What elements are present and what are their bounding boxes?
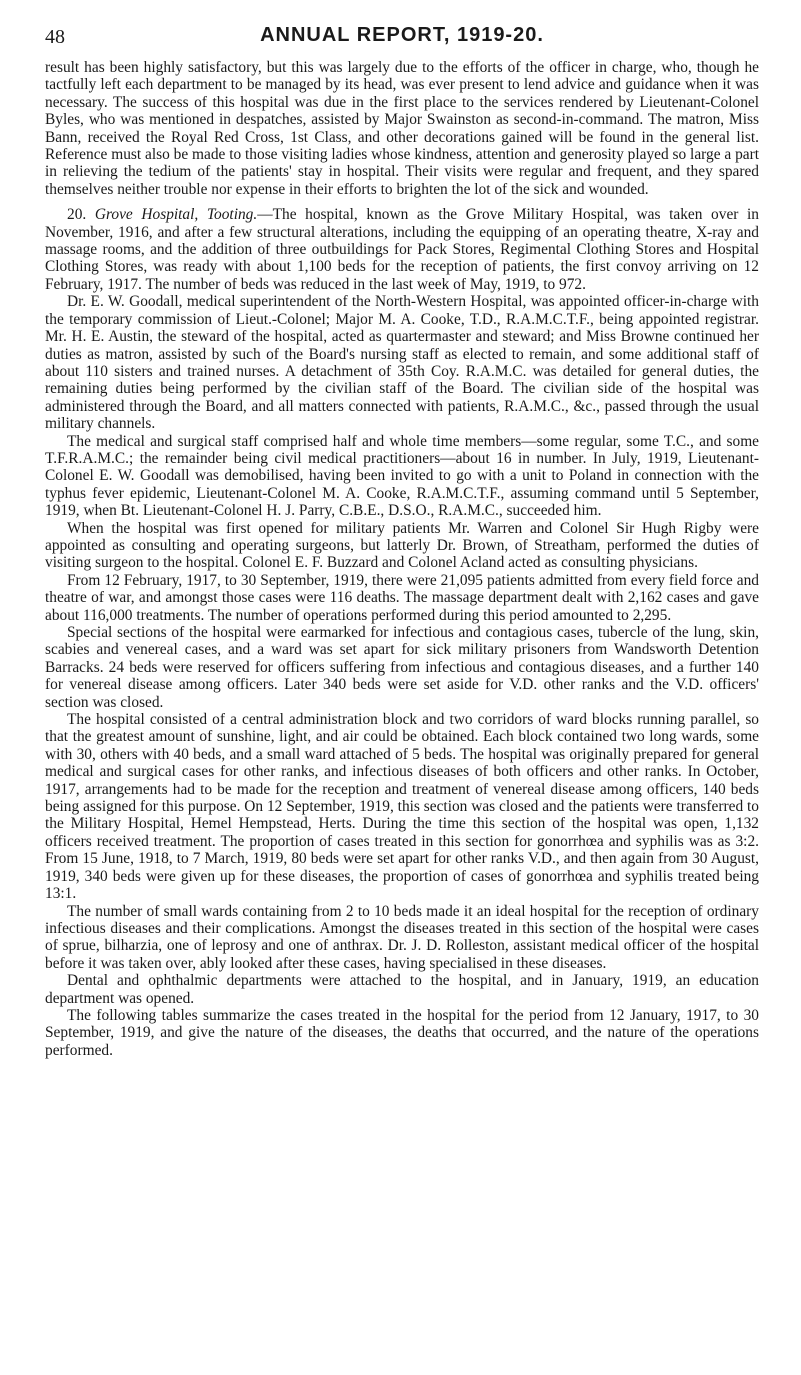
report-title: ANNUAL REPORT, 1919-20. (260, 24, 544, 46)
paragraph-admissions: From 12 February, 1917, to 30 September, 1919, there were 21,095 patients admitted from every field force and theatre of war, and amongst those cases were 116 deaths. The massage department dealt with 2,162 cases and gave about 116,000 treatments. The number of operations performed during this period amounted to 2,295. (45, 571, 759, 624)
paragraph-medical-staff: The medical and surgical staff comprised half and whole time members—some regular, some T.C., and some T.F.R.A.M.C.; the remainder being civil medical practitioners—about 16 in number. In July, 1919, Lieutenant-Colonel E. W. Goodall was demobilised, having been invited to go with a unit to Poland in connection with the typhus fever epidemic, Lieutenant-Colonel M. A. Cooke, R.A.M.C.T.F., assuming command until 5 September, 1919, when Bt. Lieutenant-Colonel H. J. Parry, C.B.E., D.S.O., R.A.M.C., succeeded him. (45, 432, 759, 520)
paragraph-infectious-diseases: The number of small wards containing from 2 to 10 beds made it an ideal hospital for the reception of ordinary infectious diseases and their complications. Amongst the diseases treated in this section of the hospital were cases of sprue, bilharzia, one of leprosy and one of anthrax. Dr. J. D. Rolleston, assistant medical officer of the hospital before it was taken over, ably looked after these cases, having specialised in these diseases. (45, 902, 759, 972)
body-text (45, 59, 759, 1059)
paragraph-tables-summary: The following tables summarize the cases treated in the hospital for the period from 12 January, 1917, to 30 September, 1919, and give the nature of the diseases, the deaths that occurred, and the nature of the operations performed. (45, 1006, 759, 1059)
paragraph-hospital-layout: The hospital consisted of a central administration block and two corridors of ward blocks running parallel, so that the greatest amount of sunshine, light, and air could be obtained. Each block contained two long wards, some with 30, others with 40 beds, and a small ward attached of 5 beds. The hospital was originally prepared for general medical and surgical cases for other ranks, and infectious diseases of both officers and other ranks. In October, 1917, arrangements had to be made for the reception and treatment of venereal disease among officers, 140 beds being assigned for this purpose. On 12 September, 1919, this section was closed and the patients were transferred to the Military Hospital, Hemel Hempstead, Herts. During the time this section of the hospital was open, 1,132 officers received treatment. The proportion of cases treated in this section for gonorrhœa and syphilis was as 3:2. From 15 June, 1918, to 7 March, 1919, 80 beds were set apart for other ranks V.D., and then again from 30 August, 1919, 340 beds were given up for these diseases, the proportion of cases of gonorrhœa and syphilis treated being 13:1. (45, 711, 759, 903)
document-page (45, 22, 759, 1059)
section-intro-text: —The hospital, known as the Grove Military Hospital, was taken over in November, 1916, and after a few structural alterations, including the equipping of an operating theatre, X-ray and massage rooms, and the addition of three outbuildings for Pack Stores, Regimental Clothing Stores and Hospital Clothing Stores, was ready with about 1,100 beds for the reception of patients, the first convoy arriving on 12 February, 1917. The number of beds was reduced in the last week of May, 1919, to 972. (45, 206, 759, 293)
section-20-paragraph (45, 206, 759, 293)
page-number: 48 (45, 26, 65, 48)
paragraph-consulting-surgeons: When the hospital was first opened for military patients Mr. Warren and Colonel Sir Hugh Rigby were appointed as consulting and operating surgeons, but latterly Dr. Brown, of Streatham, performed the duties of visiting surgeon to the hospital. Colonel E. F. Buzzard and Colonel Acland acted as consulting physicians. (45, 519, 759, 572)
paragraph-staff-appointments: Dr. E. W. Goodall, medical superintendent of the North-Western Hospital, was appointed officer-in-charge with the temporary commission of Lieut.-Colonel; Major M. A. Cooke, T.D., R.A.M.C.T.F., being appointed registrar. Mr. H. E. Austin, the steward of the hospital, acted as quartermaster and steward; and Miss Browne continued her duties as matron, assisted by such of the Board's nursing staff as elected to remain, and some additional staff of about 110 sisters and trained nurses. A detachment of 35th Coy. R.A.M.C. was detailed for general duties, the remaining duties being performed by the civilian staff of the Board. The civilian side of the hospital was administered through the Board, and all matters connected with patients, R.A.M.C., &c., passed through the usual military channels. (45, 293, 759, 433)
paragraph-continued: result has been highly satisfactory, but this was largely due to the efforts of the officer in charge, who, though he tactfully left each department to be managed by its head, was ever present to lend advice and guidance when it was necessary. The success of this hospital was due in the first place to the services rendered by Lieutenant-Colonel Byles, who was mentioned in despatches, assisted by Major Swainston as second-in-command. The matron, Miss Bann, received the Royal Red Cross, 1st Class, and other decorations gained will be found in the general list. Reference must also be made to those visiting ladies whose kindness, attention and generosity played so large a part in relieving the tedium of the patients' stay in hospital. Their visits were regular and frequent, and they spared themselves neither trouble nor expense in their efforts to brighten the lot of the sick and wounded. (45, 59, 759, 198)
section-number: 20. (67, 206, 87, 224)
paragraph-departments: Dental and ophthalmic departments were attached to the hospital, and in January, 1919, an education department was opened. (45, 972, 759, 1007)
paragraph-special-sections: Special sections of the hospital were earmarked for infectious and contagious cases, tubercle of the lung, skin, scabies and venereal cases, and a ward was set apart for sick military prisoners from Wandsworth Detention Barracks. 24 beds were reserved for officers suffering from infectious and contagious diseases, and a further 140 for venereal disease among officers. Later 340 beds were set aside for V.D. other ranks and the V.D. officers' section was closed. (45, 624, 759, 711)
running-header (45, 22, 759, 52)
section-heading: Grove Hospital, Tooting. (94, 206, 258, 224)
